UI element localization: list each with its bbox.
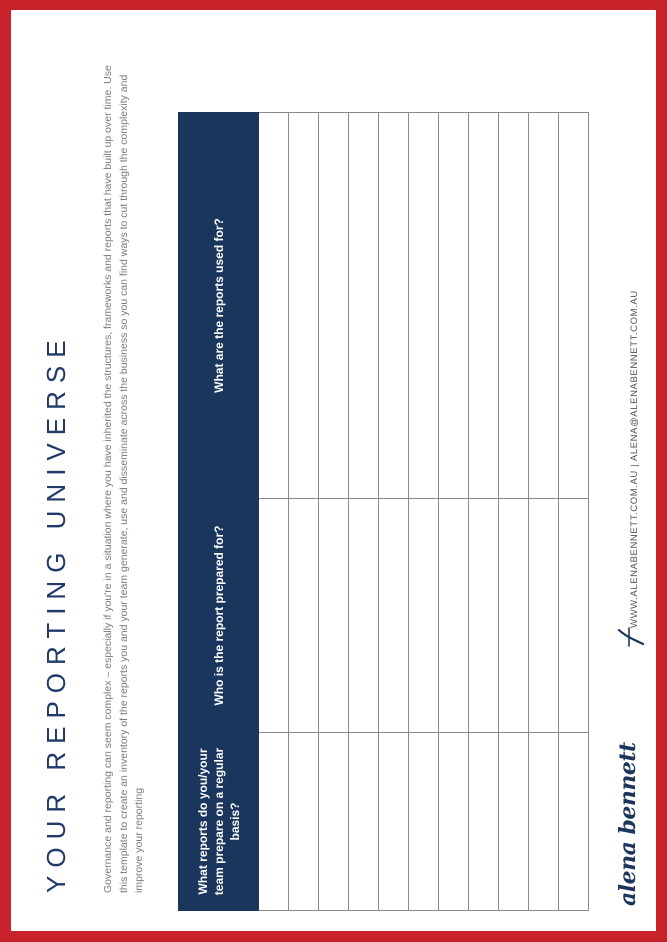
table-cell[interactable] [439,113,469,499]
table-body [259,113,589,911]
table-cell[interactable] [379,499,409,733]
table-row [379,113,409,911]
table-cell[interactable] [409,499,439,733]
table-row [529,113,559,911]
table-cell[interactable] [349,499,379,733]
table-row [409,113,439,911]
table-cell[interactable] [499,113,529,499]
table-cell[interactable] [529,499,559,733]
table-cell[interactable] [259,499,289,733]
table-cell[interactable] [409,733,439,911]
table-cell[interactable] [559,733,589,911]
table-cell[interactable] [289,733,319,911]
table-cell[interactable] [289,499,319,733]
table-cell[interactable] [469,733,499,911]
table-row [259,113,289,911]
table-row [559,113,589,911]
header-used-for: What are the reports used for? [179,113,259,499]
page-title: YOUR REPORTING UNIVERSE [41,332,71,893]
header-prepared-for: Who is the report prepared for? [179,499,259,733]
table-cell[interactable] [349,113,379,499]
table-row [439,113,469,911]
footer [617,26,653,906]
logo-flourish-icon [617,626,645,648]
table-row [469,113,499,911]
table-cell[interactable] [439,733,469,911]
table-cell[interactable] [469,499,499,733]
table-cell[interactable] [379,733,409,911]
table-cell[interactable] [529,733,559,911]
table-cell[interactable] [499,499,529,733]
table-cell[interactable] [319,113,349,499]
table-cell[interactable] [559,499,589,733]
table-row [289,113,319,911]
report-inventory-table [178,112,589,911]
worksheet-page [11,10,656,931]
table-cell[interactable] [559,113,589,499]
intro-text: Governance and reporting can seem complex – especially if you're in a situation where you have inherited the structures, frameworks and reports that have built up over time. Use this template to create an inventory of the reports you and your team generate, use and disseminate across the business so you can find ways to cut through the complexity and improve your reporting [102,65,145,893]
contact-info: WWW.ALENABENNETT.COM.AU | ALENA@ALENABENNETT.COM.AU [629,290,640,628]
table-header-row [179,113,259,911]
header-reports-prepared: What reports do you/your team prepare on a regular basis? [179,733,259,911]
table-cell[interactable] [289,113,319,499]
table-row [319,113,349,911]
table-cell[interactable] [379,113,409,499]
table-cell[interactable] [259,113,289,499]
rotated-content [11,10,656,931]
table-cell[interactable] [259,733,289,911]
table-row [349,113,379,911]
table-cell[interactable] [499,733,529,911]
table-row [499,113,529,911]
table-cell[interactable] [409,113,439,499]
table-cell[interactable] [439,499,469,733]
table-cell[interactable] [319,499,349,733]
brand-logo: alena bennett [615,742,641,906]
table-cell[interactable] [349,733,379,911]
table-cell[interactable] [469,113,499,499]
table-cell[interactable] [319,733,349,911]
table-cell[interactable] [529,113,559,499]
